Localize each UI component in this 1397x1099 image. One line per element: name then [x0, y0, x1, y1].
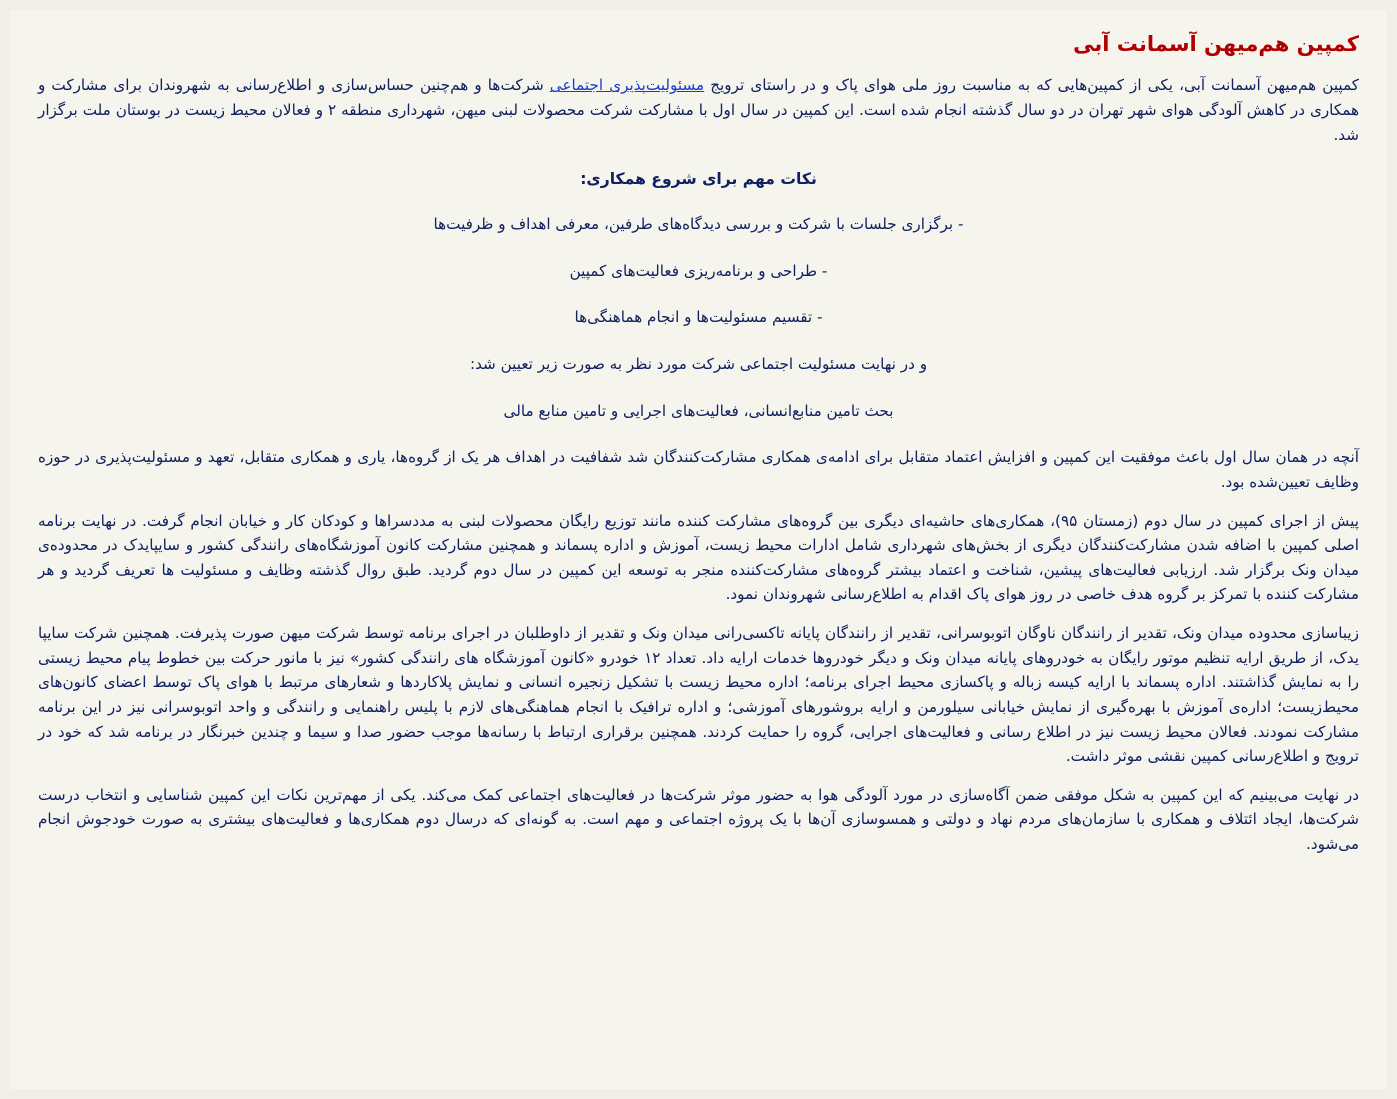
intro-text-after-link: شرکت‌ها و هم‌چنین حساس‌سازی و اطلاع‌رسانی به شهروندان برای مشارکت و همکاری در کاهش آلودگی هوای شهر تهران در دو سال گذشته انجام شده است. این کمپین در سال اول با مشارکت شرکت محصولات لبنی میهن، شهرداری منطقه ۲ و فعالان محیط زیست در بوستان ملت برگزار شد.: [38, 76, 1359, 144]
paragraph-2: پیش از اجرای کمپین در سال دوم (زمستان ۹۵)، همکاری‌های حاشیه‌ای دیگری بین گروه‌های مشارکت کننده مانند توزیع رایگان محصولات لبنی به مددسراها و کودکان کار و خیابان انجام گرفت. در نهایت برنامه اصلی کمپین با اضافه شدن مشارکت‌کنندگان دیگری از بخش‌های شهرداری شامل ادارات محیط زیست، آموزش و اداره پسماند و همچنین مشارکت کانون آموزشگاه‌های رانندگی کشور و سایپایدک در محدوده‌ی میدان ونک برگزار شد. ارزیابی فعالیت‌های پیشین، شناخت و اعتماد بیشتر گروه‌های مشارکت‌کننده منجر به توسعه این کمپین در سال دوم گردید. طبق روال گذشته وظایف و مسئولیت ها تعریف گردید و هر مشارکت کننده با تمرکز بر گروه هدف خاصی در روز هوای پاک اقدام به اطلاع‌رسانی شهروندان نمود.: [38, 511, 1359, 604]
paragraph-4: در نهایت می‌بینیم که این کمپین به شکل موفقی ضمن آگاه‌سازی در مورد آلودگی هوا به حضور موثر شرکت‌ها در فعالیت‌های اجتماعی کمک می‌کند. یکی از مهم‌ترین نکات این کمپین شناسایی و انتخاب درست شرکت‌ها، ایجاد ائتلاف و همکاری با سازمان‌های مردم نهاد و دولتی و همسوسازی آن‌ها با یک پروژه اجتماعی و مهم است. به گونه‌ای که درسال دوم همکاری‌ها و فعالیت‌های بیشتری به صورت خودجوش انجام می‌شود.: [38, 785, 1359, 854]
social-responsibility-link[interactable]: مسئولیت‌پذیری اجتماعی: [549, 76, 705, 95]
section-heading: نکات مهم برای شروع همکاری:: [580, 170, 817, 189]
paragraph-3: زیباسازی محدوده میدان ونک، تقدیر از رانندگان ناوگان اتوبوسرانی، تقدیر از رانندگان پایانه تاکسی‌رانی میدان ونک و تقدیر از داوطلبان در اجرای برنامه توسط شرکت میهن صورت پذیرفت. همچنین شرکت سایپا یدک، از طریق ارایه تنظیم موتور رایگان به خودروهای پایانه میدان ونک و دیگر خودروها خدمات ارایه داد. تعداد ۱۲ خودرو «کانون آموزشگاه های رانندگی کشور» نیز با مانور حرکت بین خطوط پیام محیط زیستی را به نمایش گذاشتند. اداره پسماند با ارایه کیسه زباله و پاکسازی محیط اجرای برنامه؛ اداره محیط زیست با تشکیل زنجیره انسانی و نمایش پلاکاردها و شعارهای مرتبط با هوای پاک توسط اعضای کانون‌های محیط‌زیست؛ اداره‌ی آموزش با بهره‌گیری از نمایش خیابانی سیلورمن و ارایه بروشورهای آموزشی؛ و اداره ترافیک با انجام هماهنگی‌های لازم با پلیس راهنمایی و رانندگی و واحد اتوبوسرانی نیز در این برنامه مشارکت نمودند. فعالان محیط زیست نیز در اطلاع رسانی و فعالیت‌های اجرایی، گروه را حمایت کردند. همچنین برقراری ارتباط با رسانه‌ها موجب حضور صدا و سیما و چندین خبرنگار در برنامه شد که خود در ترویج و اطلاع‌رسانی کمپین نقشی موثر داشت.: [38, 624, 1359, 766]
bullet-item-1: - برگزاری جلسات با شرکت و بررسی دیدگاه‌های طرفین، معرفی اهداف و ظرفیت‌ها: [433, 215, 964, 234]
intro-text-before-link: کمپین هم‌میهن آسمانت آبی، یکی از کمپین‌هایی که به مناسبت روز ملی هوای پاک و در راستای ترویج: [704, 76, 1360, 95]
bullet-item-3: - تقسیم مسئولیت‌ها و انجام هماهنگی‌ها: [574, 308, 823, 327]
bullet-item-2: - طراحی و برنامه‌ریزی فعالیت‌های کمپین: [569, 261, 828, 280]
page-title: کمپین هم‌میهن آسمانت آبی: [1073, 32, 1359, 56]
lead-in-text: و در نهایت مسئولیت اجتماعی شرکت مورد نظر به صورت زیر تعیین شد:: [469, 355, 928, 374]
responsibility-text: بحث تامین منابع‌انسانی، فعالیت‌های اجرایی و تامین منابع مالی: [503, 401, 894, 420]
paragraph-1: آنچه در همان سال اول باعث موفقیت این کمپین و افزایش اعتماد متقابل برای ادامه‌ی همکاری مشارکت‌کنندگان شد شفافیت در اهداف هر یک از گروه‌ها، یاری و همکاری متقابل، تعهد و مسئولیت‌پذیری در حوزه وظایف تعیین‌شده بود.: [38, 448, 1359, 491]
intro-paragraph: [38, 73, 1359, 147]
